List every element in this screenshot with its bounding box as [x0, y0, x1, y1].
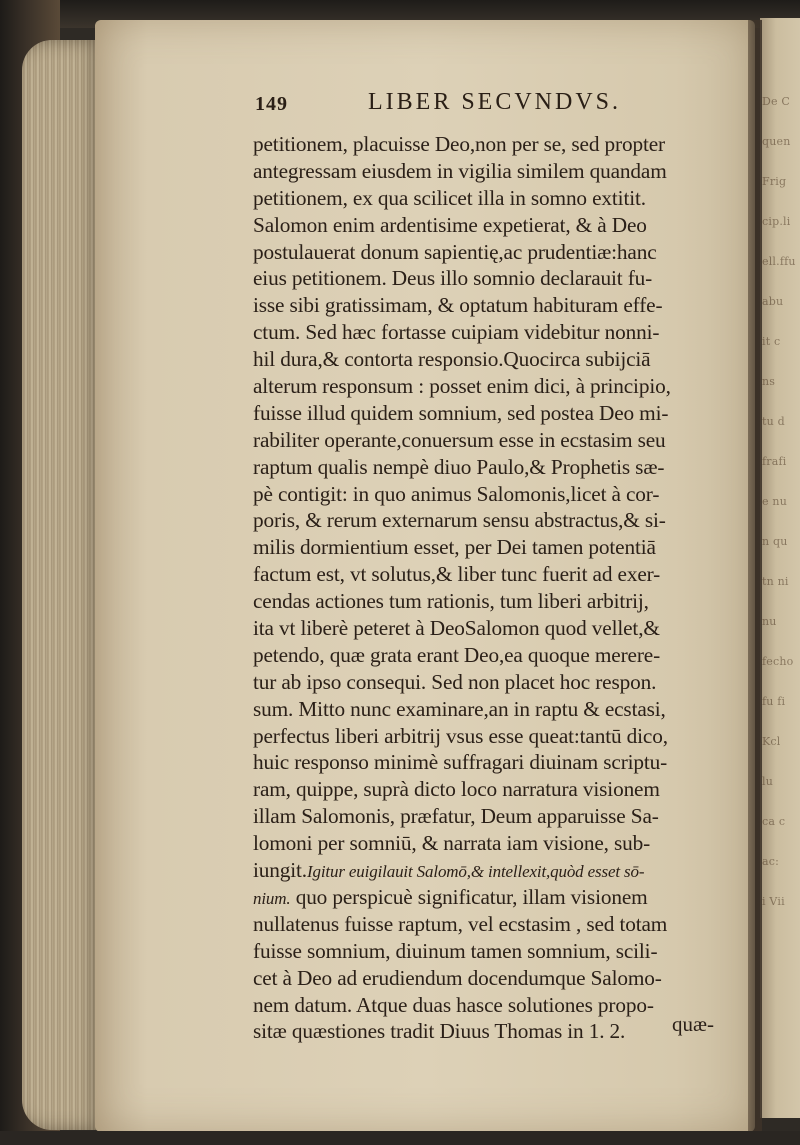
text-line-content: petitionem, placuisse Deo,non per se, sed propter	[253, 132, 665, 156]
facing-page-fragment: lu	[762, 775, 774, 788]
facing-page-fragment: ac:	[762, 855, 780, 868]
catchword: quæ-	[672, 1012, 714, 1036]
facing-page-fragment: ell.ffu	[762, 255, 796, 268]
facing-page-fragment: tu d	[762, 415, 785, 428]
text-line	[253, 696, 733, 723]
text-line-content: cet à Deo ad erudiendum docendumque Salomo-	[253, 965, 662, 990]
text-line-content: fuisse somnium, diuinum tamen somnium, scili-	[253, 938, 658, 963]
text-line	[253, 292, 733, 319]
scripture-quote: nium.	[253, 888, 291, 908]
text-line-content: petitionem, ex qua scilicet illa in somno extitit.	[253, 185, 646, 210]
facing-page-fragment: frafi	[762, 455, 787, 468]
running-head: LIBER SECVNDVS.	[368, 89, 622, 115]
scripture-quote: Igitur euigilauit Salomō,& intellexit,quòd esset sō-	[306, 862, 645, 882]
facing-page-fragment: tn ni	[762, 575, 789, 588]
text-line	[253, 265, 733, 292]
text-line-content: pè contigit: in quo animus Salomonis,licet à cor-	[253, 481, 660, 506]
text-line	[253, 938, 733, 965]
text-line-content: isse sibi gratissimam, & optatum habituram effe-	[253, 293, 663, 318]
bottom-shadow	[0, 1131, 800, 1145]
text-line-content: poris, & rerum externarum sensu abstractus,& si-	[253, 508, 666, 533]
text-line-content: eius petitionem. Deus illo somnio declarauit fu-	[253, 266, 653, 291]
text-line-content: postulauerat donum sapientię,ac prudentiæ:hanc	[253, 239, 657, 264]
text-line-content: ita vt liberè peteret à DeoSalomon quod vellet,&	[253, 616, 660, 641]
text-line-content: Salomon enim ardentisime expetierat, & à Deo	[253, 212, 647, 237]
text-line-content: rabiliter operante,conuersum esse in ecstasim seu	[253, 427, 666, 452]
facing-page-fragment: it c	[762, 335, 781, 348]
text-line-content: hil dura,& contorta responsio.Quocirca subijciā	[253, 347, 651, 372]
text-line-content: factum est, vt solutus,& liber tunc fuerit ad exer-	[253, 562, 661, 587]
text-line	[253, 615, 733, 642]
page-edges	[22, 40, 102, 1130]
text-line-content: cendas actiones tum rationis, tum liberi arbitrij,	[253, 589, 649, 614]
text-line	[253, 373, 733, 400]
text-line	[253, 346, 733, 373]
text-line-content: petendo, quæ grata erant Deo,ea quoque merere-	[253, 642, 661, 667]
text-line	[253, 776, 733, 803]
gutter-shadow	[748, 20, 762, 1132]
facing-page-fragment: ns	[762, 375, 776, 388]
text-line	[253, 534, 733, 561]
facing-page-fragment: fu fi	[762, 695, 786, 708]
mixed-line	[253, 885, 648, 909]
text-line	[253, 400, 733, 427]
text-line	[253, 642, 733, 669]
text-line	[253, 965, 733, 992]
text-line	[253, 857, 733, 884]
text-line	[253, 319, 733, 346]
mixed-line	[253, 858, 644, 882]
text-line	[253, 561, 733, 588]
text-line	[253, 158, 733, 185]
text-line	[253, 588, 733, 615]
text-line	[253, 803, 733, 830]
text-line-content: huic responso minimè suffragari diuinam scriptu-	[253, 750, 668, 775]
text-line	[253, 507, 733, 534]
text-line	[253, 239, 733, 266]
text-line-content: iungit.	[253, 858, 307, 883]
facing-page-fragment: cip.li	[762, 215, 791, 228]
text-line-content: nem datum. Atque duas hasce solutiones propo-	[253, 992, 654, 1017]
facing-page-fragment: i Vii	[762, 895, 785, 908]
body-text	[253, 131, 733, 1045]
text-line	[253, 212, 733, 239]
facing-page-fragment: quen	[762, 135, 791, 148]
text-line-content: nullatenus fuisse raptum, vel ecstasim , sed totam	[253, 911, 668, 936]
text-line	[253, 884, 733, 911]
text-line	[253, 749, 733, 776]
facing-page-fragment: n qu	[762, 535, 788, 548]
text-line-content: illam Salomonis, præfatur, Deum apparuisse Sa-	[253, 804, 659, 829]
text-line	[253, 185, 733, 212]
text-line	[253, 830, 733, 857]
text-line-content: raptum qualis nempè diuo Paulo,& Prophetis sæ-	[253, 454, 665, 479]
text-line	[253, 454, 733, 481]
text-line-content: lomoni per somniū, & narrata iam visione, sub-	[253, 831, 651, 856]
text-line	[253, 1018, 733, 1045]
text-line-content: antegressam eiusdem in vigilia similem quandam	[253, 158, 667, 183]
text-line-content: alterum responsum : posset enim dici, à principio,	[253, 374, 671, 399]
page-number: 149	[255, 93, 288, 115]
text-line	[253, 723, 733, 750]
text-line-content: fuisse illud quidem somnium, sed postea Deo mi-	[253, 400, 669, 425]
text-line	[253, 911, 733, 938]
text-line	[253, 481, 733, 508]
text-line-content: ram, quippe, suprà dicto loco narratura visionem	[253, 777, 660, 802]
facing-page-fragment: fecho	[762, 655, 794, 668]
text-line-content: sitæ quæstiones tradit Diuus Thomas in 1. 2.	[253, 1019, 626, 1044]
facing-page-fragment: Frig	[762, 175, 787, 188]
facing-page-fragment: Kcl	[762, 735, 781, 748]
text-line	[253, 669, 733, 696]
text-line	[253, 131, 733, 158]
text-line	[253, 427, 733, 454]
text-line-content: perfectus liberi arbitrij vsus esse queat:tantū dico,	[253, 723, 668, 748]
text-line-content: ctum. Sed hæc fortasse cuipiam videbitur nonni-	[253, 320, 660, 345]
text-line-content: quo perspicuè significatur, illam visionem	[290, 884, 648, 909]
text-line-content: tur ab ipso consequi. Sed non placet hoc respon.	[253, 669, 657, 694]
facing-page-fragment: De C	[762, 95, 791, 108]
facing-page-fragment: abu	[762, 295, 784, 308]
text-line-content: milis dormientium esset, per Dei tamen potentiā	[253, 535, 656, 560]
facing-page-fragment: e nu	[762, 495, 787, 508]
facing-page-fragment: ca c	[762, 815, 786, 828]
text-line	[253, 992, 733, 1019]
text-line-content: sum. Mitto nunc examinare,an in raptu & ecstasi,	[253, 696, 666, 721]
facing-page-fragment: nu	[762, 615, 777, 628]
